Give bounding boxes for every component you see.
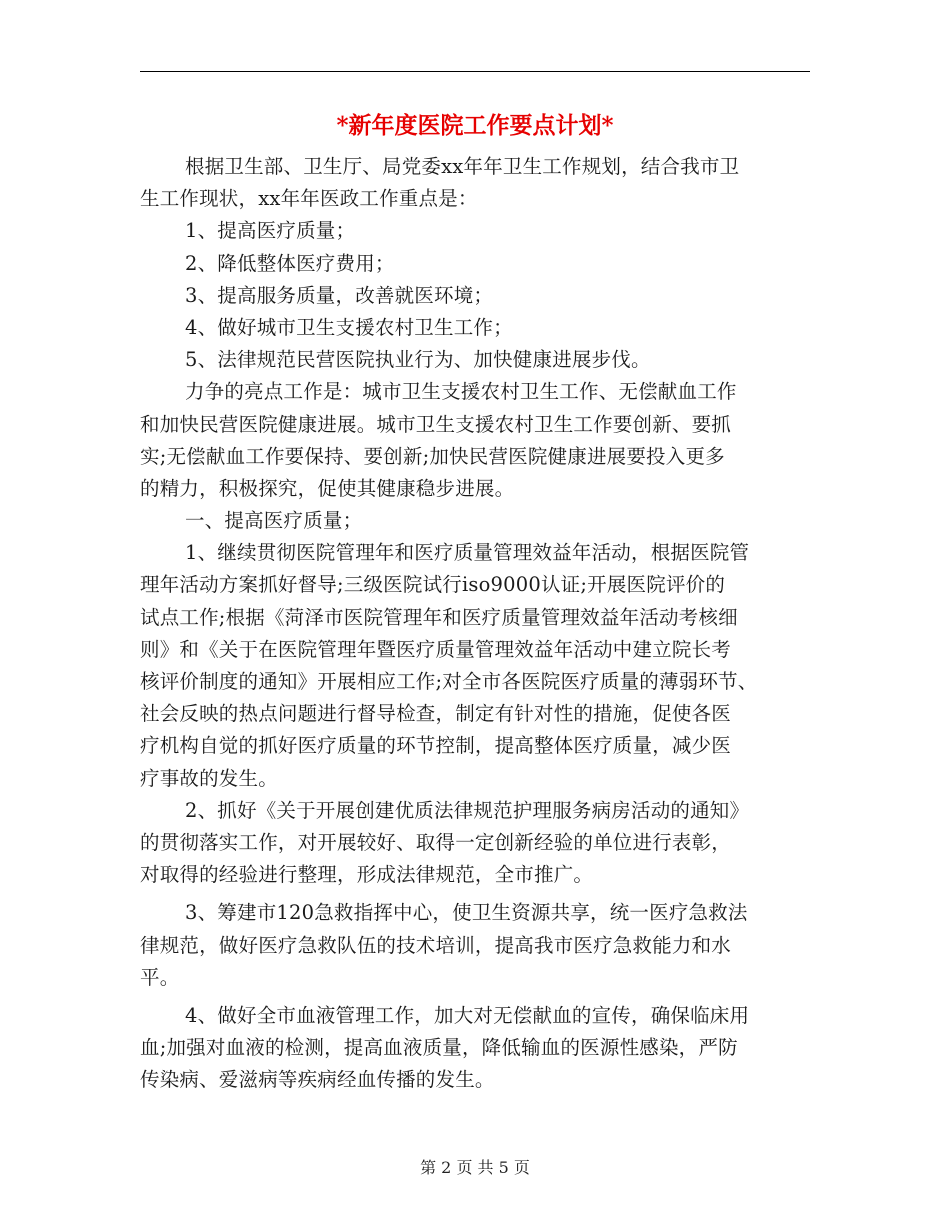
body-line: 1、提高医疗质量；	[185, 219, 356, 243]
body-line: 2、降低整体医疗费用；	[185, 251, 395, 275]
body-line: 实;无偿献血工作要保持、要创新;加快民营医院健康进展要投入更多	[140, 444, 725, 468]
body-line: 疗机构自觉的抓好医疗质量的环节控制，提高整体医疗质量，减少医	[140, 734, 732, 758]
page-number: 第 2 页 共 5 页	[420, 1158, 530, 1177]
body-line: 一、提高医疗质量；	[185, 509, 363, 533]
body-line: 核评价制度的通知》开展相应工作;对全市各医院医疗质量的薄弱环节、	[140, 670, 758, 693]
body-line: 律规范，做好医疗急救队伍的技术培训，提高我市医疗急救能力和水	[140, 933, 732, 957]
body-line: 4、做好全市血液管理工作，加大对无偿献血的宣传，确保临床用	[185, 1003, 750, 1027]
body-line: 4、做好城市卫生支援农村卫生工作；	[185, 315, 513, 339]
document-title: *新年度医院工作要点计划*	[336, 112, 614, 139]
body-line: 根据卫生部、卫生厅、局党委xx年年卫生工作规划，结合我市卫	[185, 155, 740, 178]
body-line: 试点工作;根据《菏泽市医院管理年和医疗质量管理效益年活动考核细	[140, 605, 738, 629]
body-line: 生工作现状，xx年年医政工作重点是：	[140, 187, 478, 211]
body-line: 和加快民营医院健康进展。城市卫生支援农村卫生工作要创新、要抓	[140, 412, 732, 436]
body-line: 平。	[140, 965, 180, 989]
body-line: 1、继续贯彻医院管理年和医疗质量管理效益年活动，根据医院管	[185, 541, 750, 565]
body-line: 对取得的经验进行整理，形成法律规范，全市推广。	[140, 863, 594, 887]
header-rule	[140, 71, 810, 72]
body-line: 社会反映的热点问题进行督导检查，制定有针对性的措施，促使各医	[140, 702, 732, 726]
body-line: 血;加强对血液的检测，提高血液质量，降低输血的医源性感染，严防	[140, 1036, 738, 1060]
body-line: 3、筹建市120急救指挥中心，使卫生资源共享，统一医疗急救法	[185, 901, 748, 925]
body-line: 的贯彻落实工作，对开展较好、取得一定创新经验的单位进行表彰，	[140, 830, 732, 854]
body-line: 则》和《关于在医院管理年暨医疗质量管理效益年活动中建立院长考	[140, 637, 732, 661]
body-line: 力争的亮点工作是：城市卫生支援农村卫生工作、无偿献血工作	[185, 380, 737, 404]
body-line: 2、抓好《关于开展创建优质法律规范护理服务病房活动的通知》	[185, 798, 750, 822]
document-body	[140, 151, 810, 1096]
body-line: 疗事故的发生。	[140, 766, 278, 790]
body-line: 3、提高服务质量，改善就医环境；	[185, 283, 494, 307]
body-line: 理年活动方案抓好督导;三级医院试行iso9000认证;开展医院评价的	[140, 573, 726, 597]
body-line: 的精力，积极探究，促使其健康稳步进展。	[140, 476, 515, 500]
body-line: 5、法律规范民营医院执业行为、加快健康进展步伐。	[185, 348, 651, 372]
body-line: 传染病、爱滋病等疾病经血传播的发生。	[140, 1068, 495, 1092]
